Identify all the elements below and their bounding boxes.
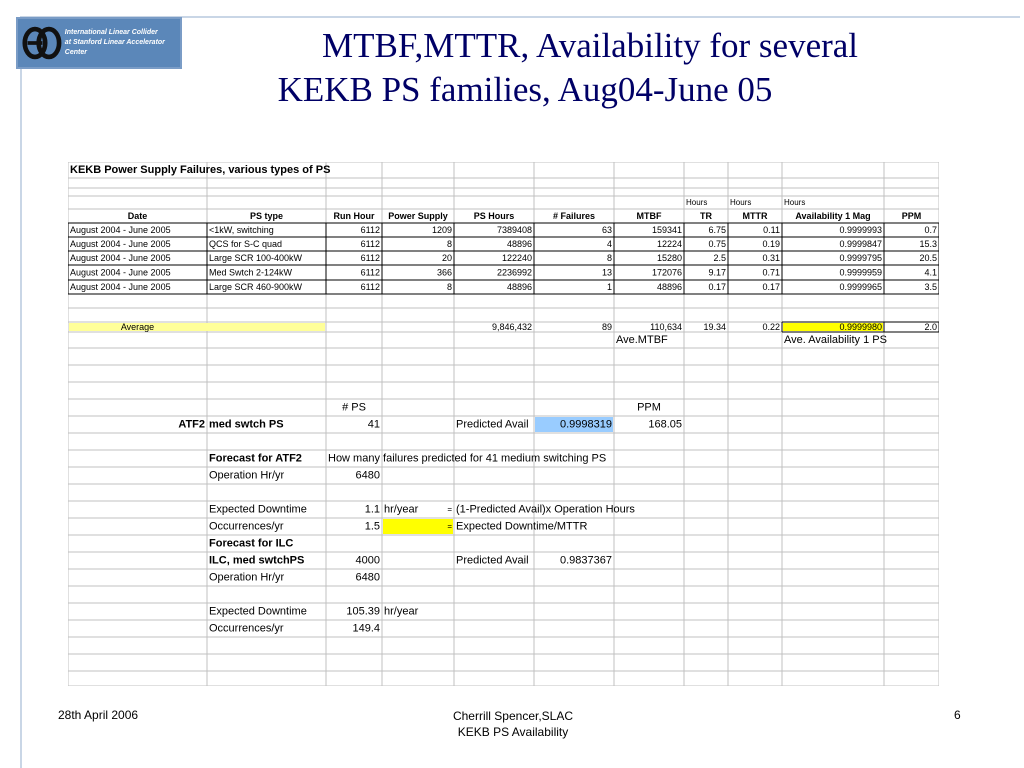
average-ps-hours: 9,846,432 [491, 322, 532, 332]
forecast-atf2-label: Forecast for ATF2 [209, 452, 302, 465]
data-cell: 0.75 [708, 239, 726, 249]
data-cell: 8 [606, 253, 612, 263]
average-mttr: 0.22 [762, 322, 780, 332]
logo-line-1: International Linear Collider [64, 29, 158, 36]
column-header: PS type [249, 211, 284, 221]
ilc-downtime-label: Expected Downtime [209, 605, 307, 618]
data-cell: 159341 [651, 225, 682, 235]
data-cell: 0.17 [762, 282, 780, 292]
atf2-occ-label: Occurrences/yr [209, 520, 284, 533]
logo-line-2: at Stanford Linear Accelerator Center [64, 39, 165, 56]
ave-mtbf-label: Ave.MTBF [616, 334, 668, 346]
data-cell: Med Swtch 2-124kW [209, 267, 293, 278]
data-cell: 0.7 [924, 225, 937, 235]
atf2-count: 41 [367, 418, 380, 431]
data-cell: 8 [446, 282, 452, 292]
data-cell: Large SCR 100-400kW [209, 253, 303, 263]
atf2-label: ATF2 [178, 418, 205, 431]
data-cell: 63 [601, 225, 612, 235]
unit-label: Hours [686, 198, 708, 207]
data-cell: 0.19 [762, 239, 780, 249]
data-cell: 20.5 [919, 253, 937, 263]
ilc-logo-icon [22, 23, 63, 63]
column-header: Date [127, 211, 148, 221]
data-cell: 8 [446, 239, 452, 249]
data-cell: 0.9999959 [839, 267, 882, 278]
footer-date: 28th April 2006 [58, 708, 139, 722]
data-cell: 2236992 [496, 267, 532, 278]
data-cell: 12224 [656, 239, 682, 249]
ilc-predicted-value: 0.9837367 [560, 554, 612, 567]
data-cell: 4 [606, 239, 612, 249]
data-cell: 0.11 [763, 225, 780, 235]
forecast-atf2-description: How many failures predicted for 41 medium switching PS [328, 452, 607, 465]
title-line-1: MTBF,MTTR, Availability for several [321, 26, 859, 65]
sheet-heading: KEKB Power Supply Failures, various types of PS [70, 164, 331, 176]
data-cell: 15.3 [919, 239, 937, 249]
unit-label: Hours [784, 198, 806, 207]
data-cell: <1kW, switching [209, 225, 274, 235]
data-cell: QCS for S-C quad [209, 239, 283, 249]
data-cell: 4.1 [924, 267, 937, 278]
average-availability: 0.9999980 [839, 322, 882, 332]
data-cell: 0.31 [762, 253, 780, 263]
data-cell: 48896 [506, 239, 532, 249]
column-header: # Failures [552, 211, 596, 221]
ilc-downtime-unit: hr/year [384, 605, 419, 618]
data-cell: 13 [601, 267, 612, 278]
footer-author-line-2: KEKB PS Availability [457, 725, 569, 739]
data-cell: 1209 [431, 225, 452, 235]
data-cell: 48896 [656, 282, 682, 292]
atf2-type: med swtch PS [209, 418, 284, 431]
data-cell: 0.17 [708, 282, 726, 292]
num-ps-label: # PS [342, 401, 366, 414]
ilc-count: 4000 [355, 554, 380, 567]
atf2-occ-eq: = [447, 522, 452, 531]
forecast-ilc-label: Forecast for ILC [209, 537, 294, 550]
column-header: MTTR [742, 211, 768, 221]
atf2-op-value: 6480 [355, 469, 380, 482]
data-cell: 0.71 [762, 267, 780, 278]
atf2-predicted-value: 0.9998319 [560, 418, 612, 431]
data-cell: August 2004 - June 2005 [70, 225, 171, 235]
data-cell: 48896 [506, 282, 532, 292]
footer-author-line-1: Cherrill Spencer,SLAC [452, 709, 574, 723]
ilc-occ-value: 149.4 [352, 622, 380, 635]
average-tr: 19.34 [703, 322, 726, 332]
atf2-downtime-label: Expected Downtime [209, 503, 307, 516]
column-header: MTBF [636, 211, 662, 221]
atf2-op-label: Operation Hr/yr [209, 469, 285, 482]
atf2-predicted-label: Predicted Avail [456, 418, 529, 431]
atf2-downtime-eq: = [447, 505, 452, 514]
footer-author [380, 708, 646, 740]
data-cell: Large SCR 460-900kW [209, 282, 303, 292]
data-cell: 122240 [501, 253, 532, 263]
data-cell: August 2004 - June 2005 [70, 267, 171, 278]
data-cell: August 2004 - June 2005 [70, 253, 171, 263]
atf2-downtime-highlight [383, 519, 453, 534]
atf2-occ-formula: Expected Downtime/MTTR [456, 520, 588, 533]
slide-accent-left [20, 16, 22, 768]
column-header: PS Hours [473, 211, 515, 221]
ave-availability-label: Ave. Availability 1 PS [784, 334, 887, 346]
data-cell: August 2004 - June 2005 [70, 282, 171, 292]
atf2-ppm: 168.05 [648, 418, 682, 431]
data-cell: 6112 [360, 239, 380, 249]
ppm-label: PPM [637, 401, 661, 414]
column-header: Availability 1 Mag [795, 211, 871, 221]
atf2-downtime-value: 1.1 [364, 503, 380, 516]
ilc-downtime-value: 105.39 [346, 605, 380, 618]
atf2-downtime-formula: (1-Predicted Avail)x Operation Hours [456, 503, 635, 516]
data-cell: 0.9999993 [839, 225, 882, 235]
data-cell: 7389408 [496, 225, 532, 235]
slide-title [150, 24, 970, 112]
data-cell: 3.5 [924, 282, 937, 292]
data-cell: 9.17 [708, 267, 726, 278]
spreadsheet [68, 162, 939, 686]
title-line-2: KEKB PS families, Aug04-June 05 [277, 70, 773, 109]
average-label-highlight [69, 323, 325, 331]
unit-label: Hours [730, 198, 752, 207]
data-cell: 2.5 [713, 253, 726, 263]
ilc-predicted-label: Predicted Avail [456, 554, 529, 567]
column-header: TR [700, 211, 712, 221]
atf2-occ-value: 1.5 [364, 520, 380, 533]
data-cell: 15280 [656, 253, 682, 263]
average-mtbf: 110,634 [650, 322, 682, 332]
average-label: Average [120, 322, 155, 332]
data-cell: 172076 [651, 267, 682, 278]
column-header: PPM [901, 211, 922, 221]
data-cell: 6112 [360, 225, 380, 235]
column-header: Run Hour [333, 211, 375, 221]
footer-page-number: 6 [954, 708, 961, 722]
data-cell: 6112 [360, 267, 380, 278]
data-cell: 0.9999795 [839, 253, 882, 263]
ilc-op-value: 6480 [355, 571, 380, 584]
data-cell: 0.9999847 [839, 239, 882, 249]
average-ppm: 2.0 [924, 322, 937, 332]
data-cell: 1 [606, 282, 612, 292]
average-failures: 89 [601, 322, 612, 332]
data-cell: 366 [436, 267, 452, 278]
ilc-type-label: ILC, med swtchPS [209, 554, 305, 567]
column-header: Power Supply [388, 211, 448, 221]
data-cell: 6112 [360, 253, 380, 263]
table-borders [68, 223, 939, 332]
ilc-op-label: Operation Hr/yr [209, 571, 285, 584]
data-cell: August 2004 - June 2005 [70, 239, 171, 249]
data-cell: 0.9999965 [839, 282, 882, 292]
data-cell: 20 [441, 253, 452, 263]
ilc-occ-label: Occurrences/yr [209, 622, 284, 635]
atf2-downtime-unit: hr/year [384, 503, 419, 516]
data-cell: 6.75 [708, 225, 726, 235]
data-cell: 6112 [360, 282, 380, 292]
